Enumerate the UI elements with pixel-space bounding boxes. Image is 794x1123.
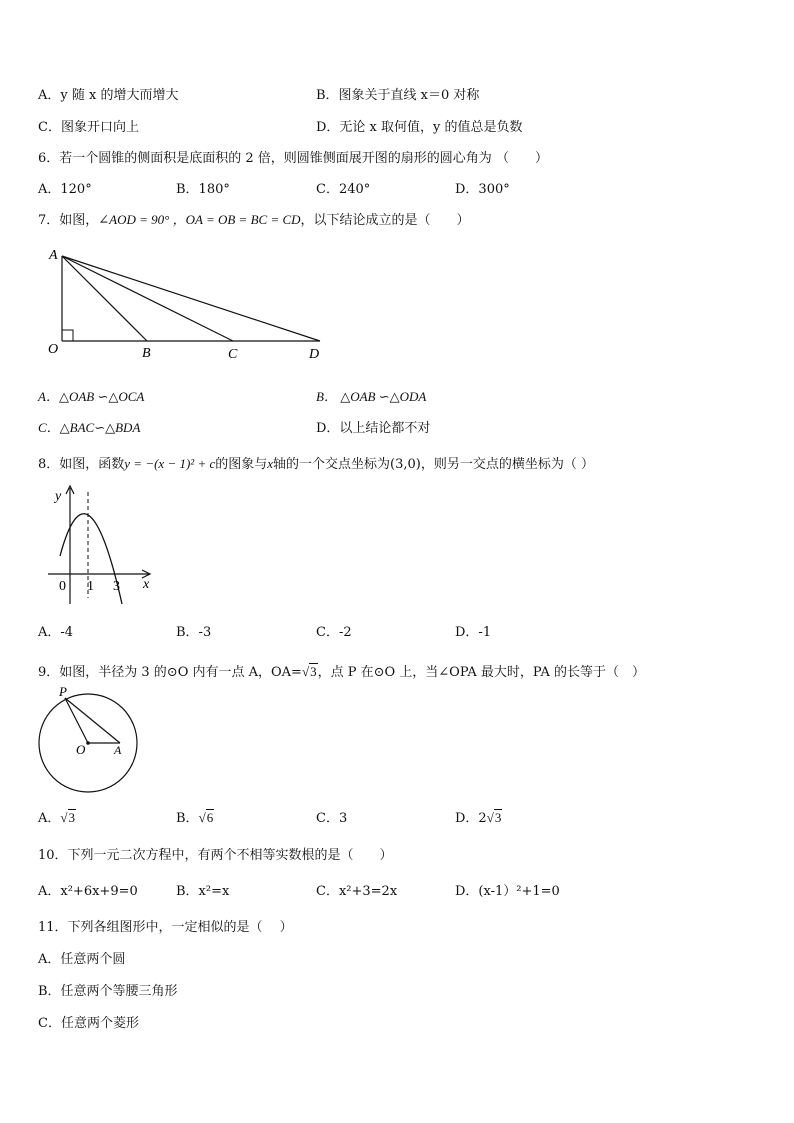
q9-option-a: A．√3 xyxy=(38,810,76,826)
q9-figure xyxy=(36,686,141,794)
q11-option-a: A．任意两个圆 xyxy=(38,952,126,967)
q10-option-b: B．x²=x xyxy=(176,884,230,899)
q9-stem: 9．如图，半径为 3 的⊙O 内有一点 A，OA=√3，点 P 在⊙O 上，当∠OPA 最大时，PA 的长等于（ ） xyxy=(38,664,645,680)
q8-option-b: B．-3 xyxy=(176,625,212,640)
q7-figure xyxy=(40,240,340,365)
q7-label-o: O xyxy=(48,342,59,357)
q8-label-one: 1 xyxy=(87,579,94,594)
q6-option-a: A．120° xyxy=(38,182,92,197)
q5-option-b: B．图象关于直线 x＝0 对称 xyxy=(316,88,480,103)
q8-function: y = −(x − 1)² + c xyxy=(124,456,216,471)
q8-option-d: D．-1 xyxy=(455,625,492,640)
q7-option-c: C．△BAC∽△BDA xyxy=(38,420,141,435)
q8-stem: 8．如图，函数y = −(x − 1)² + c的图象与x轴的一个交点坐标为(3,0)，则另一交点的横坐标为（ ） xyxy=(38,456,594,472)
q8-figure xyxy=(40,480,170,610)
q11-stem: 11．下列各组图形中，一定相似的是（ ） xyxy=(38,920,293,935)
q7-label-d: D xyxy=(309,347,320,362)
q10-option-d: D．(x-1）²+1=0 xyxy=(455,884,560,899)
q5-option-c: C．图象开口向上 xyxy=(38,120,139,135)
q7-label-b: B xyxy=(142,346,151,361)
q6-stem: 6．若一个圆锥的侧面积是底面积的 2 倍，则圆锥侧面展开图的扇形的圆心角为 （ ） xyxy=(38,151,548,166)
q8-option-a: A．-4 xyxy=(38,625,74,640)
q10-option-c: C．x²+3=2x xyxy=(316,884,398,899)
q7-stem-prefix: 7．如图， xyxy=(38,213,99,228)
q9-option-d: D．2√3 xyxy=(455,810,502,826)
q7-option-d: D．以上结论都不对 xyxy=(316,421,431,436)
q7-label-a: A xyxy=(49,248,58,263)
q9-label-o: O xyxy=(76,742,86,757)
q9-option-b: B．√6 xyxy=(176,810,214,826)
q9-label-p: P xyxy=(59,686,67,699)
q9-sqrt: √3 xyxy=(301,664,317,679)
q7-option-a: A．△OAB ∽△OCA xyxy=(38,389,145,404)
q8-option-c: C．-2 xyxy=(316,625,352,640)
q6-option-d: D．300° xyxy=(455,182,510,197)
q8-label-x: x xyxy=(143,577,150,592)
q11-option-b: B．任意两个等腰三角形 xyxy=(38,984,178,999)
q9-label-a: A xyxy=(114,743,122,757)
q8-label-three: 3 xyxy=(113,579,120,594)
q7-stem xyxy=(38,209,470,228)
q5-option-a: A．y 随 x 的增大而增大 xyxy=(38,88,179,103)
q10-stem: 10．下列一元二次方程中，有两个不相等实数根的是（ ） xyxy=(38,848,393,863)
q7-label-c: C xyxy=(228,347,238,362)
q7-stem-math: ∠AOD = 90° ，OA = OB = BC = CD xyxy=(98,212,301,227)
q6-option-b: B．180° xyxy=(176,182,230,197)
q7-option-b: B． △OAB ∽△ODA xyxy=(316,389,427,404)
q5-option-d: D．无论 x 取何值，y 的值总是负数 xyxy=(316,120,523,135)
q9-option-c: C．3 xyxy=(316,811,348,826)
q8-label-y: y xyxy=(55,489,62,504)
q10-option-a: A．x²+6x+9=0 xyxy=(38,884,138,899)
q11-option-c: C．任意两个菱形 xyxy=(38,1016,139,1031)
q7-stem-suffix: ，以下结论成立的是（ ） xyxy=(300,213,470,228)
q6-option-c: C．240° xyxy=(316,182,371,197)
q8-label-origin: 0 xyxy=(59,579,66,594)
